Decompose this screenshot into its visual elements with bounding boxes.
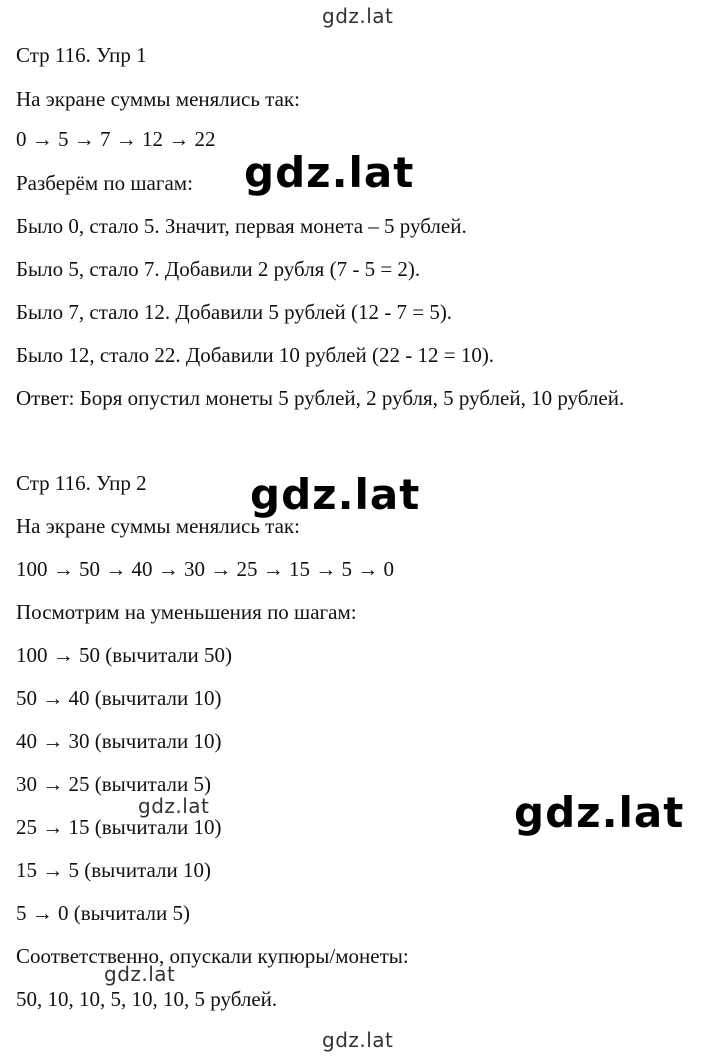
step-line: Было 5, стало 7. Добавили 2 рубля (7 - 5 = 2).: [16, 257, 421, 281]
watermark-small: gdz.lat: [104, 962, 176, 986]
step-line: Было 12, стало 22. Добавили 10 рублей (22 - 12 = 10).: [16, 343, 495, 367]
steps-heading: Посмотрим на уменьшения по шагам:: [16, 600, 357, 624]
watermark-large: gdz.lat: [514, 788, 685, 837]
sum-sequence: 100 → 50 → 40 → 30 → 25 → 15 → 5 → 0: [16, 557, 394, 581]
watermark-large: gdz.lat: [250, 470, 421, 519]
step-line: 40 → 30 (вычитали 10): [16, 729, 222, 753]
watermark-small: gdz.lat: [138, 794, 210, 818]
exercise-title: Стр 116. Упр 1: [16, 43, 147, 67]
step-line: 50 → 40 (вычитали 10): [16, 686, 222, 710]
step-line: 25 → 15 (вычитали 10): [16, 815, 222, 839]
step-line: Было 7, стало 12. Добавили 5 рублей (12 - 7 = 5).: [16, 300, 453, 324]
answer-line: Ответ: Боря опустил монеты 5 рублей, 2 рубля, 5 рублей, 10 рублей.: [16, 386, 625, 410]
step-line: 15 → 5 (вычитали 10): [16, 858, 211, 882]
sum-sequence: 0 → 5 → 7 → 12 → 22: [16, 127, 216, 151]
watermark-top: gdz.lat: [322, 4, 394, 28]
step-line: 100 → 50 (вычитали 50): [16, 643, 232, 667]
conclusion-line: Соответственно, опускали купюры/монеты:: [16, 944, 409, 968]
exercise-intro: На экране суммы менялись так:: [16, 514, 300, 538]
answer-line: 50, 10, 10, 5, 10, 10, 5 рублей.: [16, 987, 278, 1011]
steps-heading: Разберём по шагам:: [16, 171, 193, 195]
watermark-bottom: gdz.lat: [322, 1028, 394, 1052]
exercise-title: Стр 116. Упр 2: [16, 471, 147, 495]
watermark-large: gdz.lat: [244, 148, 415, 197]
step-line: 30 → 25 (вычитали 5): [16, 772, 211, 796]
exercise-intro: На экране суммы менялись так:: [16, 87, 300, 111]
step-line: Было 0, стало 5. Значит, первая монета – 5 рублей.: [16, 214, 467, 238]
step-line: 5 → 0 (вычитали 5): [16, 901, 190, 925]
